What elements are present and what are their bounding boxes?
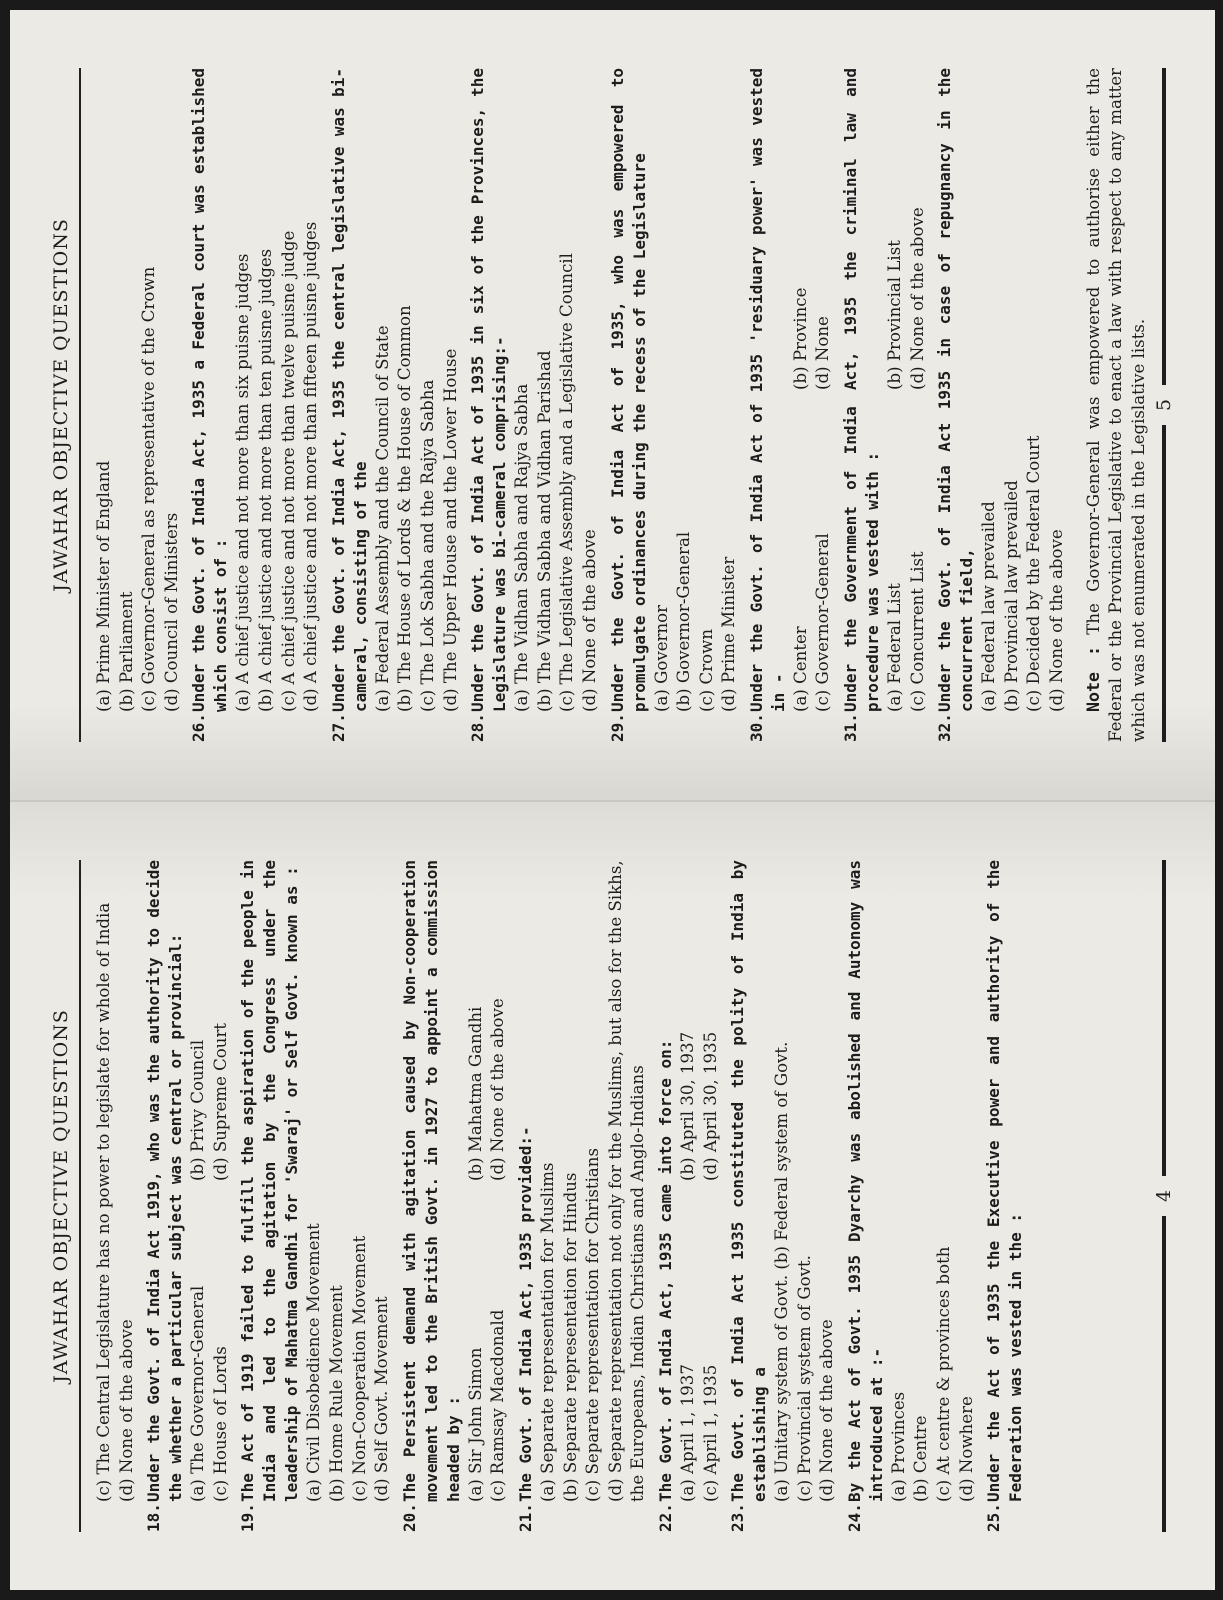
page-4	[10, 800, 1215, 1590]
question-number: 24.	[844, 1503, 864, 1532]
option: (b) Separate representation for Hindus	[560, 1172, 580, 1502]
question-text: The Persistent demand with agitation caused by Non-cooperation movement led to the British Govt. in 1927 to appoint a commission headed by :	[399, 860, 463, 1502]
option: (c) Concurrent List	[907, 551, 927, 712]
question-text: Under the Govt. of India Act 1935 in case of repugnancy in the concurrent field,	[935, 68, 977, 712]
option: (a) Prime Minister of England	[94, 460, 113, 712]
running-head-right: JAWAHAR OBJECTIVE QUESTIONS	[50, 68, 81, 742]
option: (a) Civil Disobedience Movement	[304, 1223, 324, 1502]
footer-rule	[1162, 860, 1166, 1176]
option: (a) The Governor-General	[188, 1285, 208, 1502]
question-line	[844, 860, 888, 1532]
question-number: 28.	[468, 713, 488, 742]
option: (b) Privy Council	[188, 1039, 208, 1181]
option: (b) Centre	[911, 1415, 931, 1502]
option: (d) Supreme Court	[210, 1022, 230, 1181]
option-row	[465, 860, 488, 1532]
option: (d) None of the above	[1047, 529, 1067, 712]
note	[1083, 68, 1151, 742]
question-line	[840, 68, 884, 742]
option: (b) The Vidhan Sabha and Vidhan Parishad	[534, 350, 554, 712]
question-list	[188, 68, 1068, 742]
question-list	[143, 860, 1027, 1532]
option: (a) A chief justice and not more than six puisne judges	[233, 253, 253, 712]
question-line	[746, 68, 790, 742]
option: (b) Provincial List	[885, 240, 905, 390]
option: (d) The Upper House and the Lower House	[440, 348, 460, 712]
page-footer-right	[1153, 68, 1175, 742]
option: (d) Self Govt. Movement	[372, 1296, 392, 1502]
question-number: 29.	[607, 713, 627, 742]
option: (b) Mahatma Gandhi	[465, 1006, 485, 1181]
question-block	[237, 860, 393, 1532]
option: (c) Provincial system of Govt.	[794, 1255, 814, 1502]
option: (c) The Lok Sabha and the Rajya Sabha	[417, 379, 437, 712]
option: (b) Provincial law prevailed	[1001, 480, 1021, 712]
option: (d) None of the above	[907, 207, 927, 390]
option: (b) A chief justice and not more than ten puisne judges	[255, 248, 275, 712]
option-row	[700, 860, 723, 1532]
option: (c) Governor-General	[813, 533, 833, 712]
option: (b) The House of Lords & the House of Common	[395, 305, 415, 712]
page-5	[10, 10, 1215, 800]
page-footer-left	[1153, 860, 1175, 1532]
option: (c) Governor-General as representative of the Crown	[139, 266, 159, 712]
option: (a) Governor	[651, 604, 671, 712]
option: (d) None of the above	[579, 529, 599, 712]
page-number: 4	[1153, 1189, 1175, 1203]
question-number: 32.	[935, 713, 955, 742]
option: (c) At centre & provinces both	[934, 1246, 954, 1502]
option: (a) Center	[790, 626, 810, 712]
question-text: Under the Govt. of India Act, 1935 the central legislative was bi-cameral, consisting of the	[328, 68, 370, 712]
question-text: Under the Govt. of India Act, 1935 a Federal court was established which consist of :	[189, 68, 231, 712]
question-block	[934, 68, 1068, 742]
question-text: Under the Government of India Act, 1935 the criminal law and procedure was vested with :	[841, 68, 883, 712]
option: (a) Federal law prevailed	[979, 501, 999, 712]
question-line	[143, 860, 187, 1532]
option: (d) A chief justice and not more than fifteen puisne judges	[301, 221, 321, 712]
question-text: The Govt. of India Act 1935 constituted the polity of India by establishing a	[728, 860, 770, 1502]
question-line	[934, 68, 978, 742]
question-block	[746, 68, 835, 742]
question-number: 26.	[189, 713, 209, 742]
option: (d) None of the above	[488, 998, 508, 1181]
right-column	[93, 68, 1150, 742]
question-text: Under the Govt. of India Act 1919, who was the authority to decide the whether a particular subject was central or provincial:	[144, 860, 186, 1502]
option: (c) Ramsay Macdonald	[488, 1309, 508, 1502]
question-line	[607, 68, 651, 742]
question-line	[515, 860, 537, 1532]
option-row	[884, 68, 907, 742]
question-block	[607, 68, 741, 742]
question-text: By the Act of Govt. 1935 Dyarchy was abolished and Autonomy was introduced at :-	[844, 860, 886, 1502]
option: (c) Non-Cooperation Movement	[349, 1235, 369, 1502]
question-line	[328, 68, 372, 742]
option: (c) House of Lords	[210, 1346, 230, 1502]
question-block	[844, 860, 978, 1532]
question-block	[655, 860, 722, 1532]
question-number: 25.	[984, 1503, 1004, 1532]
question-line	[237, 860, 303, 1532]
question-number: 21.	[515, 1503, 535, 1532]
question-number: 30.	[746, 713, 766, 742]
option: (a) The Vidhan Sabha and Rajya Sabha	[512, 383, 532, 712]
question-text: The Act of 1919 failed to fulfill the aspiration of the people in India and led to the agitation by the Congress under the leadership of Mahatma Gandhi for 'Swaraj' or Self Govt. known as :	[238, 860, 302, 1502]
option: (c) A chief justice and not more than twelve puisne judge	[278, 230, 298, 712]
question-line	[727, 860, 771, 1532]
option-row	[677, 860, 700, 1532]
option-row	[187, 860, 210, 1532]
question-line	[467, 68, 511, 742]
running-head-left: JAWAHAR OBJECTIVE QUESTIONS	[50, 860, 81, 1532]
question-block	[399, 860, 510, 1532]
question-number: 27.	[328, 713, 348, 742]
option: (d) Separate representation not only for the Muslims, but also for the Sikhs, the Europeans, Indian Christians and Anglo-Indians	[605, 860, 648, 1502]
option: (a) Unitary system of Govt. (b) Federal system of Govt.	[772, 1041, 792, 1502]
option: (d) Council of Ministers	[161, 512, 181, 712]
option: (a) Separate representation for Muslims	[537, 1162, 557, 1502]
option: (c) Separate representation for Christians	[583, 1148, 603, 1502]
question-line	[983, 860, 1027, 1532]
option-row	[790, 68, 813, 742]
footer-rule	[1162, 1216, 1166, 1532]
question-text: The Govt. of India Act, 1935 provided:-	[515, 1126, 535, 1502]
option: (b) Province	[790, 287, 810, 390]
left-column	[93, 860, 1027, 1532]
question-text: The Govt. of India Act, 1935 came into force on:	[655, 1039, 675, 1502]
footer-rule	[1162, 68, 1166, 385]
footer-rule	[1162, 425, 1166, 742]
question-number: 19.	[238, 1503, 258, 1532]
question-block	[727, 860, 839, 1532]
question-text: Under the Govt. of India Act of 1935 in six of the Provinces, the Legislature was bi-cameral comprising:-	[468, 68, 510, 712]
option: (b) Parliament	[116, 591, 136, 712]
booklet-spread	[10, 10, 1215, 1590]
continued-options	[93, 68, 183, 742]
note-label: Note :	[1083, 646, 1103, 712]
question-block	[983, 860, 1027, 1532]
option: (a) Sir John Simon	[465, 1347, 485, 1502]
question-number: 22.	[655, 1503, 675, 1532]
option: (a) Provinces	[888, 1391, 908, 1502]
option: (c) Crown	[696, 628, 716, 712]
question-line	[399, 860, 465, 1532]
question-number: 31.	[841, 713, 861, 742]
option: (d) None of the above	[116, 1319, 136, 1502]
option: (b) Governor-General	[674, 531, 694, 712]
question-text: Under the Act of 1935 the Executive power and authority of the Federation was vested in the :	[984, 860, 1026, 1502]
question-number: 18.	[144, 1503, 164, 1532]
option: (d) April 30, 1935	[700, 1031, 720, 1181]
question-number: 23.	[728, 1503, 748, 1532]
option: (b) April 30, 1937	[677, 1031, 697, 1181]
question-number: 20.	[399, 1503, 419, 1532]
option-row	[210, 860, 233, 1532]
option-row	[487, 860, 510, 1532]
question-block	[328, 68, 462, 742]
option: (c) The Legislative Assembly and a Legislative Council	[557, 253, 577, 712]
option-row	[907, 68, 930, 742]
option: (d) Nowhere	[956, 1396, 976, 1502]
question-text: Under the Govt. of India Act of 1935, who was empowered to promulgate ordinances during the recess of the Legislature	[607, 68, 649, 712]
question-block	[467, 68, 601, 742]
continued-options	[93, 860, 138, 1532]
page-number: 5	[1153, 398, 1175, 412]
option: (a) April 1, 1937	[677, 1364, 697, 1502]
option: (c) The Central Legislature has no power to legislate for whole of India	[94, 902, 113, 1502]
option: (a) Federal Assembly and the Council of State	[372, 325, 392, 712]
question-text: Under the Govt. of India Act of 1935 'residuary power' was vested in -	[746, 68, 788, 712]
option: (b) Home Rule Movement	[326, 1285, 346, 1502]
option-row	[812, 68, 835, 742]
option: (d) None	[813, 316, 833, 390]
question-line	[655, 860, 677, 1532]
question-block	[840, 68, 929, 742]
option: (d) None of the above	[817, 1319, 837, 1502]
option: (d) Prime Minister	[719, 556, 739, 712]
question-block	[515, 860, 650, 1532]
question-block	[143, 860, 232, 1532]
option: (c) Decided by the Federal Court	[1024, 435, 1044, 712]
option: (c) April 1, 1935	[700, 1364, 720, 1502]
question-line	[188, 68, 232, 742]
option: (a) Federal List	[885, 583, 905, 712]
question-block	[188, 68, 322, 742]
note-text: The Governor-General was empowered to authorise either the Federal or the Provincial Legislative to enact a law with respect to any matter which was not enumerated in the Legislative lists.	[1083, 68, 1148, 742]
